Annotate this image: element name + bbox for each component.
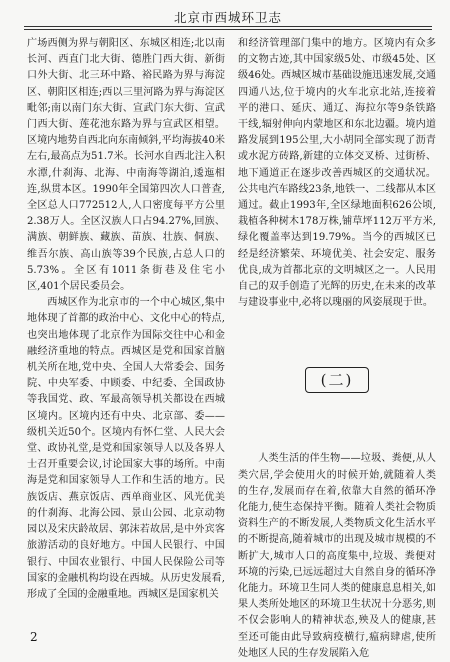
paragraph: 西城区作为北京市的一个中心城区,集中地体现了首都的政治中心、文化中心的特点,也突出地体现了北京作为国际交往中心和金融经济重地的特点。西城区是党和国家首脑机关所在地,党中央、全国人大常委会、国务院、中央军委、中顾委、中纪委、全国政协等我国党、政、军最高领导机关都设在西城区境内。区境内还有中央、北京部、委——级机关近50个。区境内有怀仁堂、人民大会堂、政协礼堂,是党和国家领导人以及各界人士召开重要会议,讨论国家大事的场所。中南海是党和国家领导人工作和生活的地方。民族饭店、燕京饭店、西单商业区、风光优美的什刹海、北海公园、景山公园、北京动物园以及宋庆龄故居、郭沫若故居,是中外宾客旅游活动的良好地方。中国人民银行、中国银行、中国农业银行、中国人民保险公司等国家的金融机构均设在西城。从历史发展看,形成了全国的金融重地。西城区是国家机关 [27,297,225,600]
section-heading: (二) [305,367,369,393]
running-header: 北京市西城环卫志 [173,10,282,25]
right-column [238,36,436,662]
paragraph: 人类生活的伴生物——垃圾、粪便,从人类穴居,学会使用火的时候开始,就随着人类的生存,发展而存在着,依靠大自然的循环净化能力,使生态保持平衡。随着人类社会物质资料生产的不断发展,人类物质文化生活水平的不断提高,随着城市的出现及城市规模的不断扩大,城市人口的高度集中,垃圾、粪便对环境的污染,已远远超过大自然自身的循环净化能力。环境卫生同人类的健康息息相关,如果人类所处地区的环境卫生状况十分恶劣,则不仅会影响人的精神状态,殃及人的健康,甚至还可能由此导致病疫横行,瘟病肆虐,使所处地区人民的生存发展陷入危 [238,453,436,659]
left-column [27,36,225,603]
page-number: 2 [30,630,38,644]
paragraph: 广场西侧为界与朝阳区、东城区相连;北以南长河、西直门北大街、德胜门西大街、新街口外大街、北三环中路、裕民路为界与海淀区、朝阳区相连;西以三里河路为界与海淀区毗邻;南以南门东大街、宣武门东大街、宣武门西大街、莲花池东路为界与宣武区相望。区境内地势自西北向东南倾斜,平均海拔40米左右,最高点为51.7米。长河水自西北注入积水潭,什刹海、北海、中南海等湖泊,逶迤相连,纵贯本区。1990年全国第四次人口普查,全区总人口772512人,人口密度每平方公里2.38万人。全区汉族人口占94.27%,回族、满族、朝鲜族、藏族、苗族、壮族、侗族、维吾尔族、高山族等39个民族,占总人口的5.73%。全区有1011条街巷及住宅小区,401个居民委员会。 [27,38,225,293]
header-rule [24,26,432,30]
paragraph: 和经济管理部门集中的地方。区境内有众多的文物古迹,其中国家级5处、市级45处、区级46处。西城区城市基础设施迅速发展,交通四通八达,位于境内的火车北京北站,连接着平的港口、延庆、通辽、海拉尔等9条铁路干线,辐射伸向内蒙地区和东北边疆。境内道路发展到195公里,大小胡同全部实现了沥青或水泥方砖路,新建的立体交叉桥、过街桥、地下通道正在逐步改善西城区的交通状况。公共电汽车路线23条,地铁一、二线都从本区通过。截止1993年,全区绿地面积626公顷,栽植各种树木178万株,铺草坪112万平方米,绿化覆盖率达到19.79%。当今的西城区已经是经济繁荣、环境优美、社会安定、服务优良,成为首都北京的文明城区之一。人民用自己的双手创造了光辉的历史,在未来的改革与建设事业中,必将以瑰丽的风姿展现于世。 [238,38,436,309]
